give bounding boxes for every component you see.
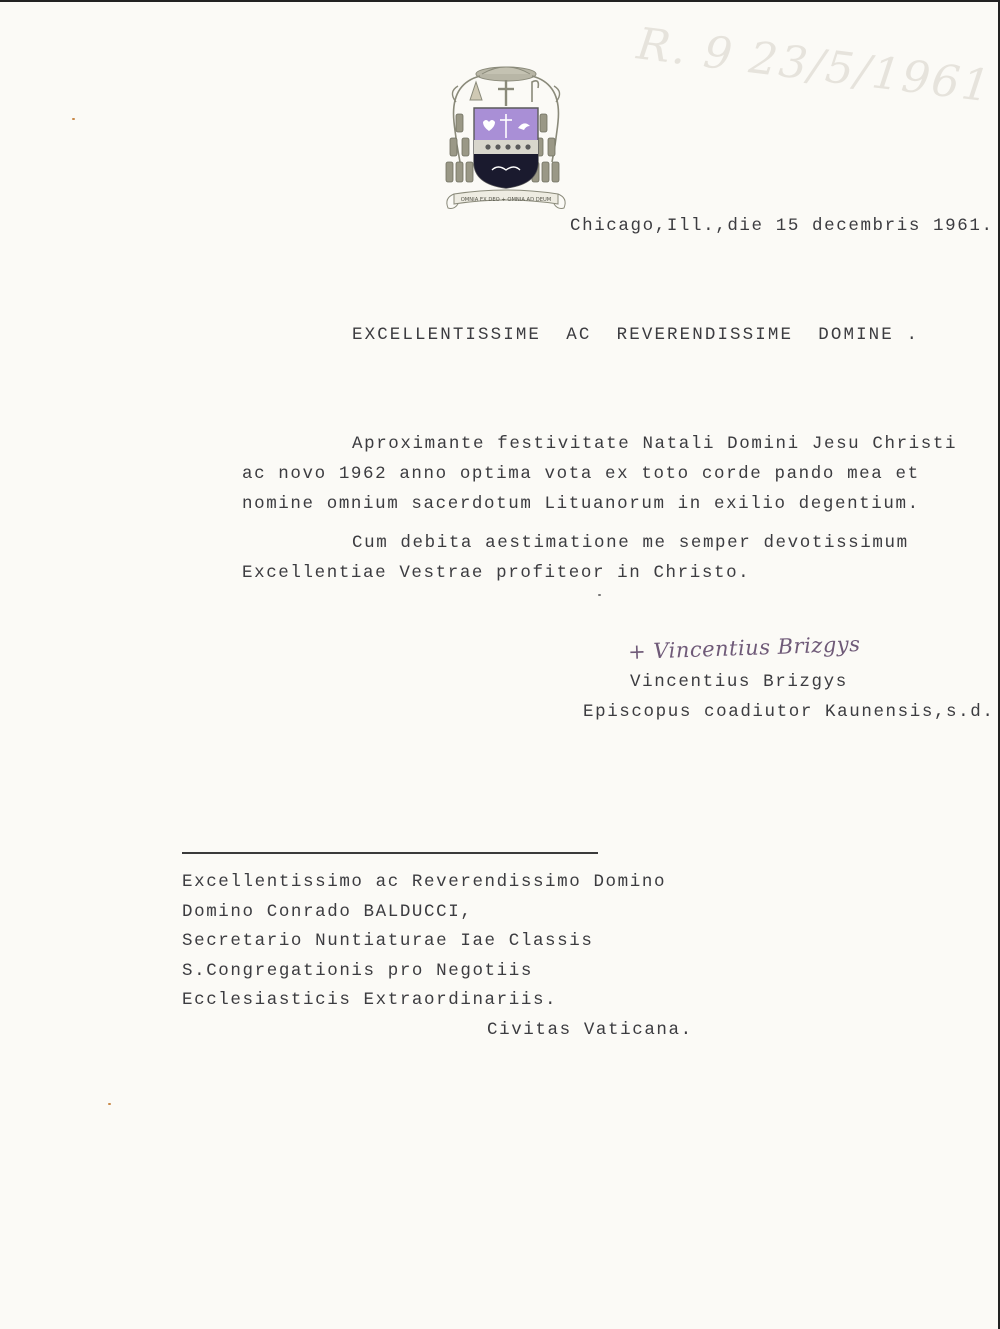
handwritten-signature: + Vincentius Brizgys bbox=[627, 631, 861, 665]
page-edge-top bbox=[0, 0, 1000, 2]
paper-speck bbox=[598, 594, 601, 596]
signatory-title: Episcopus coadiutor Kaunensis,s.d. bbox=[583, 702, 995, 722]
addressee-line-4: S.Congregationis pro Negotiis bbox=[182, 961, 533, 981]
salutation: EXCELLENTISSIME AC REVERENDISSIME DOMINE . bbox=[352, 325, 920, 345]
addressee-line-5: Ecclesiasticis Extraordinariis. bbox=[182, 990, 558, 1010]
signatory-name: Vincentius Brizgys bbox=[630, 672, 848, 692]
addressee-line-3: Secretario Nuntiaturae Iae Classis bbox=[182, 931, 594, 951]
paper-speck bbox=[108, 1103, 111, 1105]
body-paragraph-2-line-1: Cum debita aestimatione me semper devotissimum bbox=[352, 533, 909, 553]
body-paragraph-1-line-3: nomine omnium sacerdotum Lituanorum in exilio degentium. bbox=[242, 494, 920, 514]
separator-line bbox=[182, 852, 598, 854]
coat-of-arms-icon bbox=[440, 62, 572, 220]
body-paragraph-1-line-1: Aproximante festivitate Natali Domini Jesu Christi bbox=[352, 434, 958, 454]
faint-handwritten-annotation: R. 9 23/5/1961 bbox=[634, 18, 995, 113]
addressee-line-2: Domino Conrado BALDUCCI, bbox=[182, 902, 473, 922]
addressee-line-6: Civitas Vaticana. bbox=[487, 1020, 693, 1040]
date-line: Chicago,Ill.,die 15 decembris 1961. bbox=[570, 216, 994, 236]
addressee-line-1: Excellentissimo ac Reverendissimo Domino bbox=[182, 872, 667, 892]
body-paragraph-2-line-2: Excellentiae Vestrae profiteor in Christo. bbox=[242, 563, 751, 583]
motto-text: OMNIA EX DEO + OMNIA AD DEUM bbox=[460, 197, 552, 203]
paper-speck bbox=[72, 118, 75, 120]
body-paragraph-1-line-2: ac novo 1962 anno optima vota ex toto corde pando mea et bbox=[242, 464, 920, 484]
